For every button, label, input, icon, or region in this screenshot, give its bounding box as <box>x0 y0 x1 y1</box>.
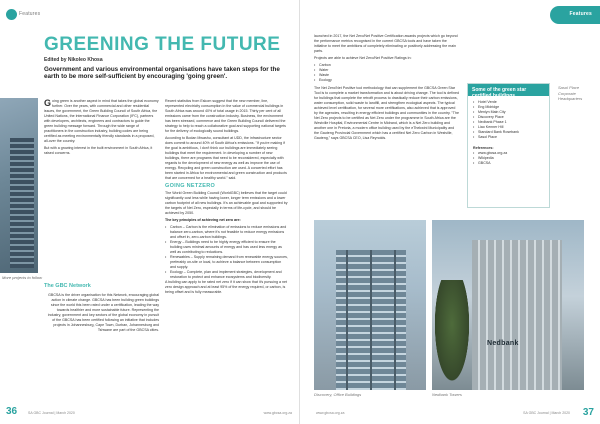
paragraph: The Net Zero/Net Positive tool methodology that can supplement the GBCSA Green Star Tool is to complete a market transformation and is about driving change. The tool is defined for buildings that complete the retrofit process to drastically reduce their carbon emissions, water consumption, solid waste to landfill, and strengthen ecological aspects. The typical achieved level certification, for several more certifications, also achieved that is approved by the agencies, resulting in energy efficient buildings and communities in the country. "The Net Zero projects to be certified as Net Zero under the programme in South Africa are the Westville Hospital, Environmental Centre in Midrand, which is a Net Zero building and another one in Pretoria, a modern office building used by the eThekwini Municipality and the Gauteng Provincial Government which has a certified Net Zero Carbon in Westville, Gauteng," says GBCSA CEO, Lisa Reynolds. <box>314 86 459 140</box>
ratings-list <box>314 63 460 83</box>
page-number-right: 37 <box>582 407 594 418</box>
building-sign: Nedbank <box>487 340 519 347</box>
tree-image <box>432 280 472 390</box>
paragraph: A building can apply to be rated net zero if it can show that it's pursuing a net zero design approach and at least 95% of the energy required, or carbon, is being offset and is fully measurable. <box>165 280 287 294</box>
list-item: • Waste <box>314 73 460 78</box>
list-item: • Water <box>314 68 460 73</box>
list-item: • Liao Kenner Hill <box>473 125 544 130</box>
tower-building-image <box>472 240 562 390</box>
list-item: • Renewables – Supply remaining demand from renewable energy sources, preferably on-site or local, to achieve a balance between consumption and supply. <box>165 255 288 270</box>
list-item: • Carbon – Carbon is the elimination of emissions to reduce emissions and balance zero-carbon, where it's not feasible to reduce energy emissions and offset in, zero-carbon buildings. <box>165 225 288 240</box>
article-column-3 <box>314 34 460 143</box>
list-item: • GBCSA <box>473 161 544 166</box>
principles-list <box>165 225 288 280</box>
list-item: • Hotel Verde <box>473 100 544 105</box>
paragraph: Going green is another aspect in mind that takes the global economy further. Over the years, with commercial and other residential issues, the government, the Green Building Council of South Africa, the United Nations, the International Finance Corporation (IFC), partners with developers, architects, engineers and contractors to guide the green building message forward. Through the wide range of practitioners in the construction industry, building codes are being certified as meeting environmentally friendly standards in a proposed, all-over the country. <box>44 98 159 143</box>
section-tab-left: Features <box>19 11 41 17</box>
list-item: • Standard Bank Rosebank <box>473 130 544 135</box>
leaf-icon <box>6 9 17 20</box>
article-headline: GREENING THE FUTURE <box>44 34 281 55</box>
office-building-image <box>10 138 34 268</box>
references-heading: References: <box>473 146 494 150</box>
page-number-left: 36 <box>6 406 18 417</box>
footer-url-left: www.gbcsa.org.za <box>263 411 292 415</box>
building-photo-2 <box>432 220 584 390</box>
paragraph: But with a growing interest in the built environment in South Africa, it raised concerns. <box>44 146 153 155</box>
list-item: • Energy – Buildings need to be highly energy efficient to ensure the building uses minimal amounts of energy and has used less energy as well as contributing to reductions. <box>165 240 288 255</box>
byline: Edited by Nikoleo Khosa <box>44 57 103 63</box>
references-list <box>473 151 544 166</box>
list-item: • Ecology <box>314 78 460 83</box>
paragraph: Projects are able to achieve Net Zero/Net Positive Ratings in: <box>314 56 412 60</box>
paragraph: Recent statistics from Eskom suggest that the new member, line, represented electricity consumption in the value of commercial buildings in South Africa was around 40% of total usage in 2015. Thirty per cent of all emissions came from the construction industry. Business, the environment has been stressed, commerce and the Green Building Council delivered the strategy to help to reach a collaborative goal and supporting national targets for the delivery of ecologically sound buildings. <box>165 99 286 133</box>
article-column-2 <box>165 99 288 297</box>
box-title: Some of the green star certified buildings <box>468 84 549 96</box>
article-intro: Government and various environmental organisations have taken steps for the earth to be more self-sufficient by encouraging 'going green'. <box>44 66 280 81</box>
footer-url-right: www.gbcsa.org.za <box>316 411 345 415</box>
list-item: • Wikipedia <box>473 156 544 161</box>
sidebar-heading: The GBC Network <box>44 283 91 289</box>
list-item: • Carbon <box>314 63 460 68</box>
list-item: • Menlyn Main City <box>473 110 544 115</box>
photo-caption-1: Discovery, Office Buildings <box>314 392 362 397</box>
sidebar-body: GBCSA is the driver organisation for this Network, encouraging global action in climate change. GBCSA has been building green buildings since the world this been rated under a certification, leading the way towards healthier and more sustainable future. Representing the industry, government and key sectors of the global economy in pursuit of the GBCSA has been certified following an initiative that includes projects in Johannesburg, Cape Town, Durban, Johannesburg and Tshwane are part of the GBCSA cities. <box>47 293 159 332</box>
list-item: • Sasol Place <box>473 135 544 140</box>
side-caption-right: Sasol Place Corporate Headquarters <box>558 85 583 101</box>
building-photo-left <box>0 98 38 273</box>
buildings-list <box>473 100 544 140</box>
building-photo-1 <box>314 220 426 390</box>
photo-caption-left: More projects to follow <box>2 275 43 280</box>
footer-right: SA GBC Journal | March 2020 <box>523 411 570 415</box>
photo-caption-2: Nedbank Towers <box>432 392 462 397</box>
subheading-going-netzero: GOING NETZERO <box>165 183 216 189</box>
list-item: • Eng Midridge <box>473 105 544 110</box>
footer-left: SA GBC Journal | March 2020 <box>28 411 75 415</box>
article-column-1 <box>44 99 159 158</box>
right-page <box>300 0 600 424</box>
paragraph: The World Green Building Council (WorldGBC) believes that the target could significantly cost less while having lower, longer term emissions and a lower carbon footprint of all new buildings. It's an achievable goal and supported by the targets of Net Zero, especially in terms of life-cycle, and should be achieved by 2050. <box>165 191 288 215</box>
list-item: • Nedbank Phase 1 <box>473 120 544 125</box>
box-body <box>468 96 549 170</box>
section-tab-right: Features <box>569 11 592 17</box>
list-item: • Ecology – Complete, plan and implement strategies, development and restoration to protect and enhance ecosystems and biodiversity. <box>165 270 288 280</box>
list-item: • Discovery Place <box>473 115 544 120</box>
paragraph: launched in 2017, the Net Zero/Net Positive Certification awards projects which go beyond the performance metrics recognised in the current GBCSA tools and have taken the initiative to meet the ambitions of completely eliminating or positively addressing the main parts. <box>314 34 458 53</box>
drop-cap: G <box>44 98 52 108</box>
certified-buildings-box <box>467 83 550 208</box>
paragraph: According to Bodan Mwashu, consultant at UDD, the infrastructure sector does commit to around 40% of South Africa's emissions. "If you're making if the goal is ambitious, I don't think our buildings are immediately seeing buildings that meet the requirement. In developing a number of new buildings, there are programs that need to be reconsidered, especially with regards to the development of new energy as well as improve the use of energy. Recycling and green construction are used. A concerted effort has been started in Africa for environmental and green construction and products that are concerned for a healthy world." said. <box>165 136 287 180</box>
principles-heading: The key principles of achieving net zero are: <box>165 218 241 222</box>
office-building-image <box>336 250 406 390</box>
list-item: • www.gbcsa.org.za <box>473 151 544 156</box>
